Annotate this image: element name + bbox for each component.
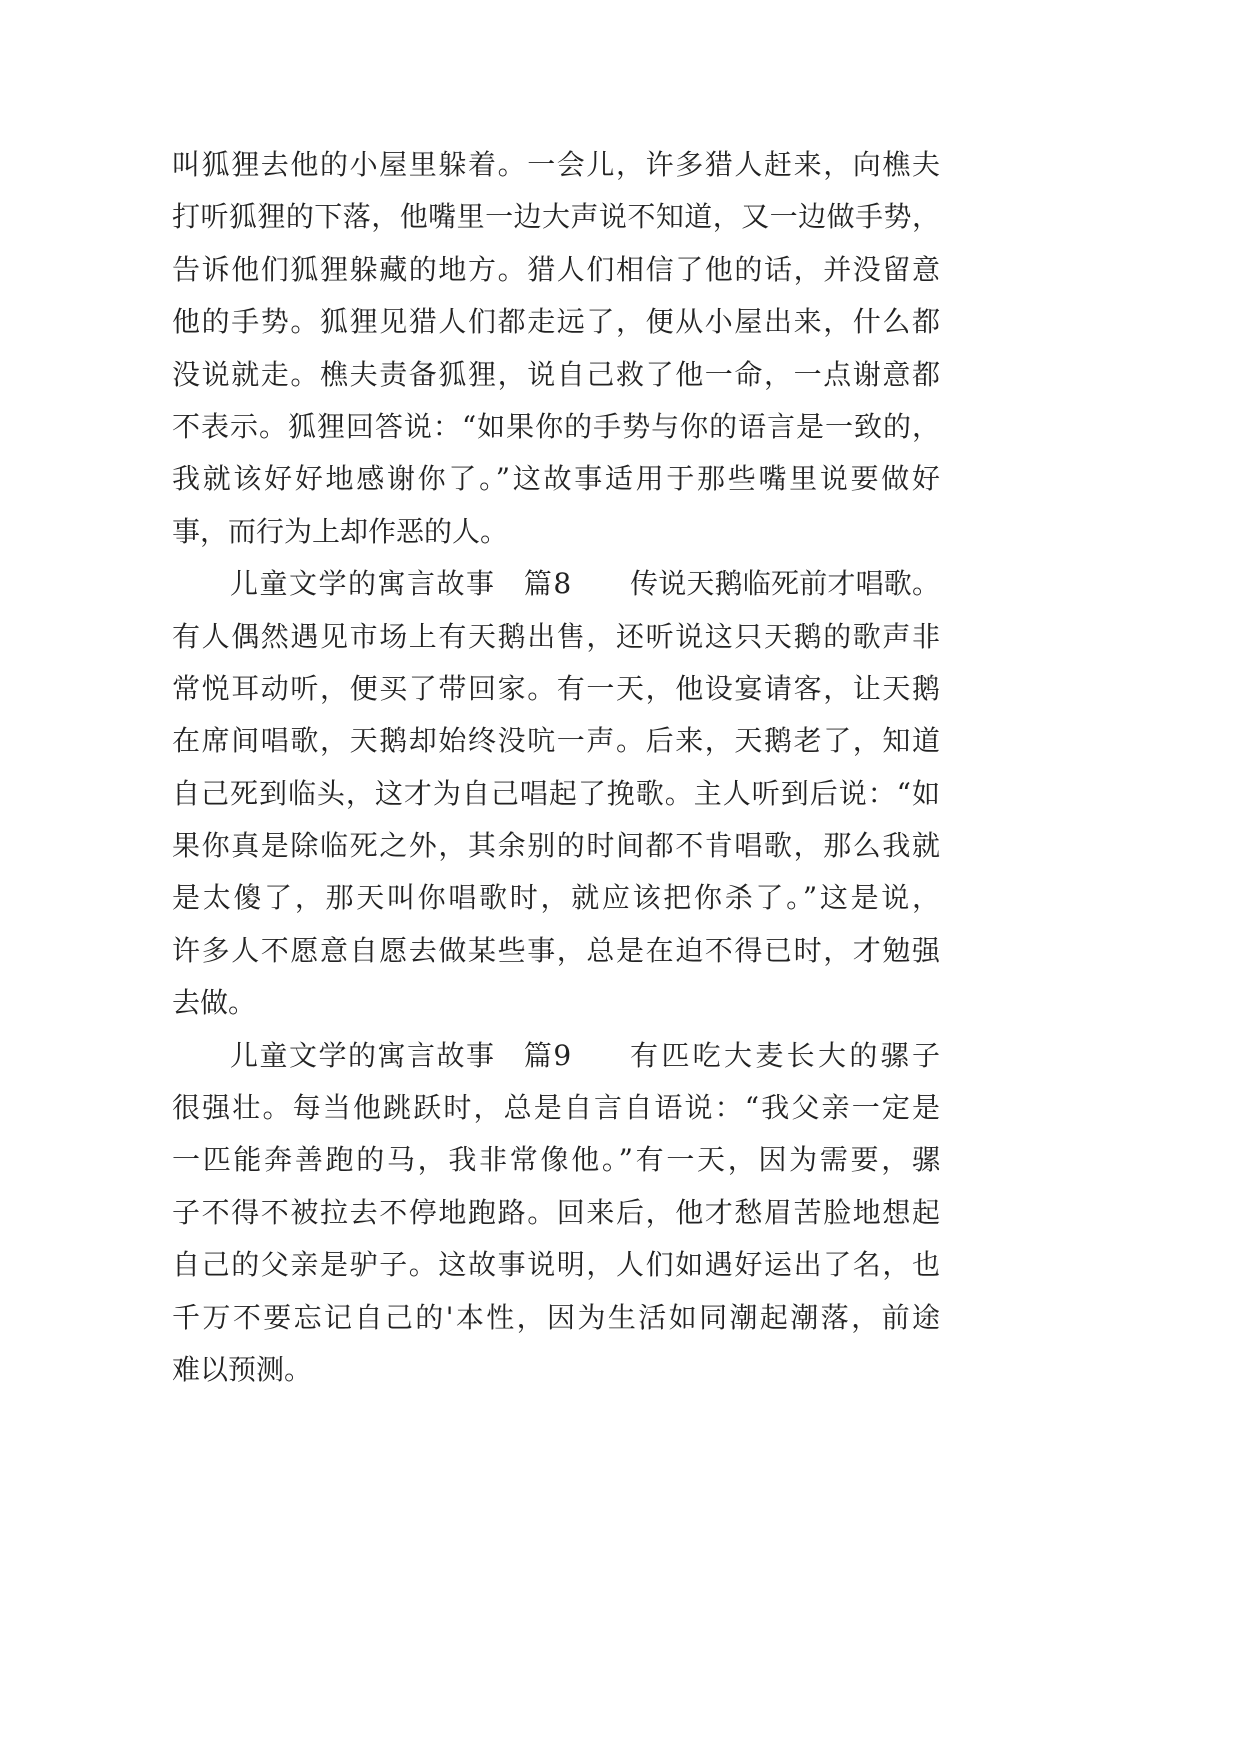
text-line: 一匹能奔善跑的马，我非常像他。”有一天，因为需要，骡 (172, 1143, 940, 1177)
text-line: 叫狐狸去他的小屋里躲着。一会儿，许多猎人赶来，向樵夫 (172, 148, 940, 181)
section-heading: 儿童文学的寓言故事 篇8 (230, 567, 573, 601)
text-line: 自己的父亲是驴子。这故事说明，人们如遇好运出了名，也 (172, 1248, 940, 1282)
text-line: 子不得不被拉去不停地跑路。回来后，他才愁眉苦脸地想起 (172, 1195, 940, 1229)
text-line: 告诉他们狐狸躲藏的地方。猎人们相信了他的话，并没留意 (172, 252, 940, 286)
section-heading: 儿童文学的寓言故事 篇9 (230, 1038, 573, 1072)
paragraph (172, 1030, 940, 1397)
text-line: 难以预测。 (172, 1352, 313, 1386)
text-line: 常悦耳动听，便买了带回家。有一天，他设宴请客，让天鹅 (172, 671, 940, 705)
text-line: 有人偶然遇见市场上有天鹅出售，还听说这只天鹅的歌声非 (172, 619, 940, 653)
text-line: 很强壮。每当他跳跃时，总是自言自语说：“我父亲一定是 (172, 1091, 940, 1125)
text-line: 去做。 (172, 986, 257, 1020)
text-line: 千万不要忘记自己的'本性，因为生活如同潮起潮落，前途 (172, 1300, 940, 1334)
text-line: 传说天鹅临死前才唱歌。 (630, 567, 940, 601)
text-line: 没说就走。樵夫责备狐狸，说自己救了他一命，一点谢意都 (172, 357, 940, 391)
text-line: 是太傻了，那天叫你唱歌时，就应该把你杀了。”这是说， (172, 881, 940, 915)
text-line: 在席间唱歌，天鹅却始终没吭一声。后来，天鹅老了，知道 (172, 724, 940, 758)
paragraph (172, 139, 940, 558)
text-line: 不表示。狐狸回答说：“如果你的手势与你的语言是一致的， (172, 409, 940, 443)
section-heading-line (172, 1030, 940, 1082)
text-line: 果你真是除临死之外，其余别的时间都不肯唱歌，那么我就 (172, 829, 940, 863)
text-line: 许多人不愿意自愿去做某些事，总是在迫不得已时，才勉强 (172, 933, 940, 967)
text-line: 事，而行为上却作恶的人。 (172, 514, 509, 548)
document-body (172, 139, 940, 1396)
section-heading-line (172, 558, 940, 610)
text-line: 有匹吃大麦长大的骡子 (630, 1038, 940, 1072)
text-line: 我就该好好地感谢你了。”这故事适用于那些嘴里说要做好 (172, 462, 940, 496)
text-line: 他的手势。狐狸见猎人们都走远了，便从小屋出来，什么都 (172, 305, 940, 339)
paragraph (172, 558, 940, 1030)
text-line: 打听狐狸的下落，他嘴里一边大声说不知道，又一边做手势， (172, 200, 940, 234)
text-line: 自己死到临头，这才为自己唱起了挽歌。主人听到后说：“如 (172, 776, 940, 810)
